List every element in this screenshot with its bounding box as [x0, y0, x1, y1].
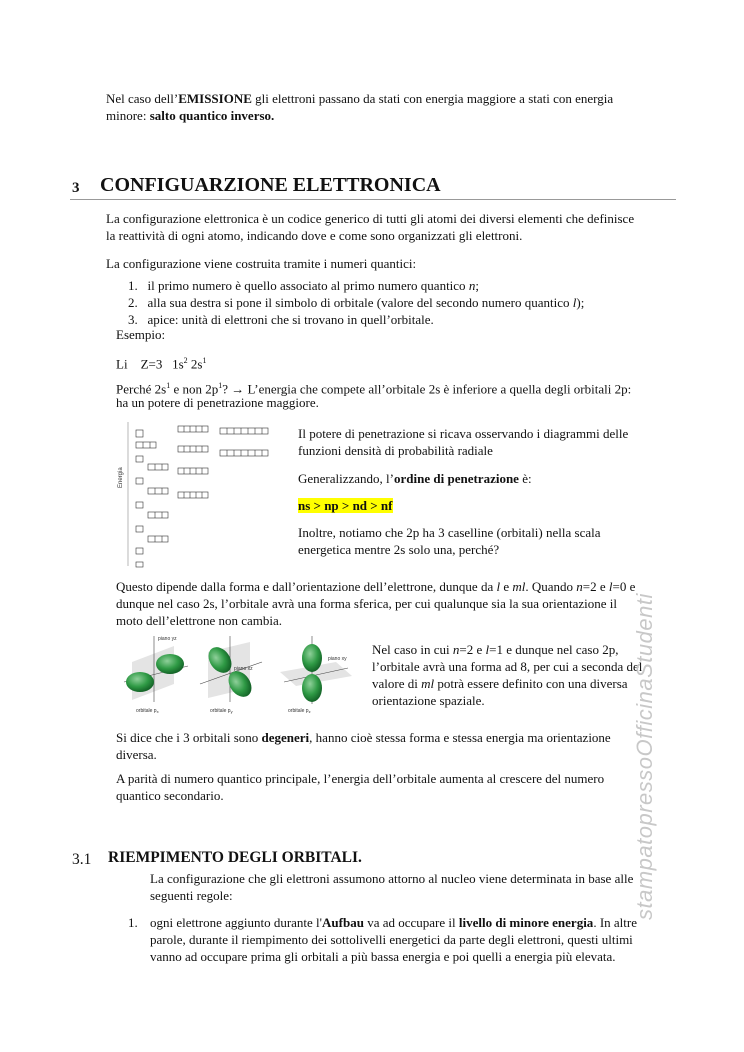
para-2: La configurazione viene costruita tramite i numeri quantici: [106, 256, 417, 271]
intro-line-2: minore: salto quantico inverso. [106, 108, 275, 123]
energy-axis-label: Energia [118, 467, 124, 488]
plane-label: piano xy [328, 656, 347, 662]
rule-1-line-2: parole, durante il riempimento dei sottolivelli energetici da parte degli elettroni, questi ultimi [150, 932, 633, 947]
caso-line-4: orientazione spaziale. [372, 693, 485, 708]
plane-label: piano xz [234, 666, 253, 672]
caso-line-1: Nel caso in cui n=2 e l=1 e dunque nel caso 2p, [372, 642, 619, 657]
para-1-line-1: La configurazione elettronica è un codice generico di tutti gli atomi dei diversi elementi che definisce [106, 211, 635, 226]
para-1-line-2: la reattività di ogni atomo, indicando dove e come sono organizzati gli elettroni. [106, 228, 523, 243]
questo-line-2: dunque nel caso 2s, l’orbitale avrà una forma sferica, per cui qualunque sia la sua orientazione il [116, 596, 618, 611]
penetration-line-1: Il potere di penetrazione si ricava osservando i diagrammi delle [298, 426, 629, 441]
inoltre-line-1: Inoltre, notiamo che 2p ha 3 caselline (orbitali) nella scala [298, 525, 601, 540]
intro-line-1: Nel caso dell’EMISSIONE gli elettroni passano da stati con energia maggiore a stati con energia [106, 91, 614, 106]
example-config: Li Z=3 $1s^2$ $2s^1$ [116, 356, 207, 372]
rule-1-line-1: ogni elettrone aggiunto durante l'Aufbau va ad occupare il livello di minore energia. In altre [150, 915, 637, 930]
energy-levels-figure [116, 418, 288, 568]
watermark: stampatopressoOfficinaStudenti [632, 593, 657, 920]
riempimento-line-1: La configurazione che gli elettroni assumono attorno al nucleo viene determinata in base alle [150, 871, 634, 886]
rule-1-line-3: vanno ad occupare prima gli orbitali a più bassa energia e poi quelli a energia più elevata. [150, 949, 616, 964]
orbital-label: orbitale $p_x$ [136, 708, 159, 714]
perche-line-2: ha un potere di penetrazione maggiore. [116, 395, 319, 410]
orbital-py [200, 636, 262, 714]
riempimento-line-2: seguenti regole: [150, 888, 233, 903]
degeneri-line-2: diversa. [116, 747, 157, 762]
generalization: Generalizzando, l’ordine di penetrazione è: [298, 471, 532, 486]
perche-line-1: Perché $2s^1$ e non $2p^1$? → L’energia che compete all’orbitale 2s è inferiore a quella degli orbitali 2p: [116, 381, 632, 397]
list-item: 3. apice: unità di elettroni che si trovano in quell’orbitale. [128, 312, 434, 327]
degeneri-line-1: Si dice che i 3 orbitali sono degeneri, hanno cioè stessa forma e stessa energia ma orientazione [116, 730, 611, 745]
subsection-title: RIEMPIMENTO DEGLI ORBITALI. [108, 849, 362, 866]
section-rule [70, 199, 676, 200]
penetration-line-2: funzioni densità di probabilità radiale [298, 443, 493, 458]
section-title: CONFIGUARZIONE ELETTRONICA [100, 174, 441, 196]
orbital-px [124, 636, 188, 714]
penetration-order: ns > np > nd > nf [298, 498, 393, 513]
p-orbitals-figure [112, 632, 364, 716]
section-number: 3 [72, 180, 80, 196]
subsection-number: 3.1 [72, 851, 92, 868]
orbital-boxes [136, 426, 268, 567]
orbital-label: orbitale $p_y$ [210, 708, 233, 714]
orbital-pz [280, 636, 352, 714]
plane-label: piano yz [158, 636, 177, 642]
list-item: 1. il primo numero è quello associato al primo numero quantico n; [128, 278, 479, 293]
parita-line-2: quantico secondario. [116, 788, 224, 803]
parita-line-1: A parità di numero quantico principale, l’energia dell’orbitale aumenta al crescere del numero [116, 771, 605, 786]
caso-line-2: l’orbitale avrà una forma ad 8, per cui a seconda del [372, 659, 643, 674]
questo-line-1: Questo dipende dalla forma e dall’orientazione dell’elettrone, dunque da l e ml. Quando n=2 e l=0 e [116, 579, 636, 594]
rule-1-number: 1. [128, 915, 138, 930]
inoltre-line-2: energetica mentre 2s solo una, perché? [298, 542, 500, 557]
esempio-label: Esempio: [116, 327, 166, 342]
caso-line-3: valore di ml potrà essere definito con una diversa [372, 676, 628, 691]
orbital-label: orbitale $p_z$ [288, 708, 311, 714]
list-item: 2. alla sua destra si pone il simbolo di orbitale (valore del secondo numero quantico l); [128, 295, 585, 310]
questo-line-3: moto dell’elettrone non cambia. [116, 613, 283, 628]
